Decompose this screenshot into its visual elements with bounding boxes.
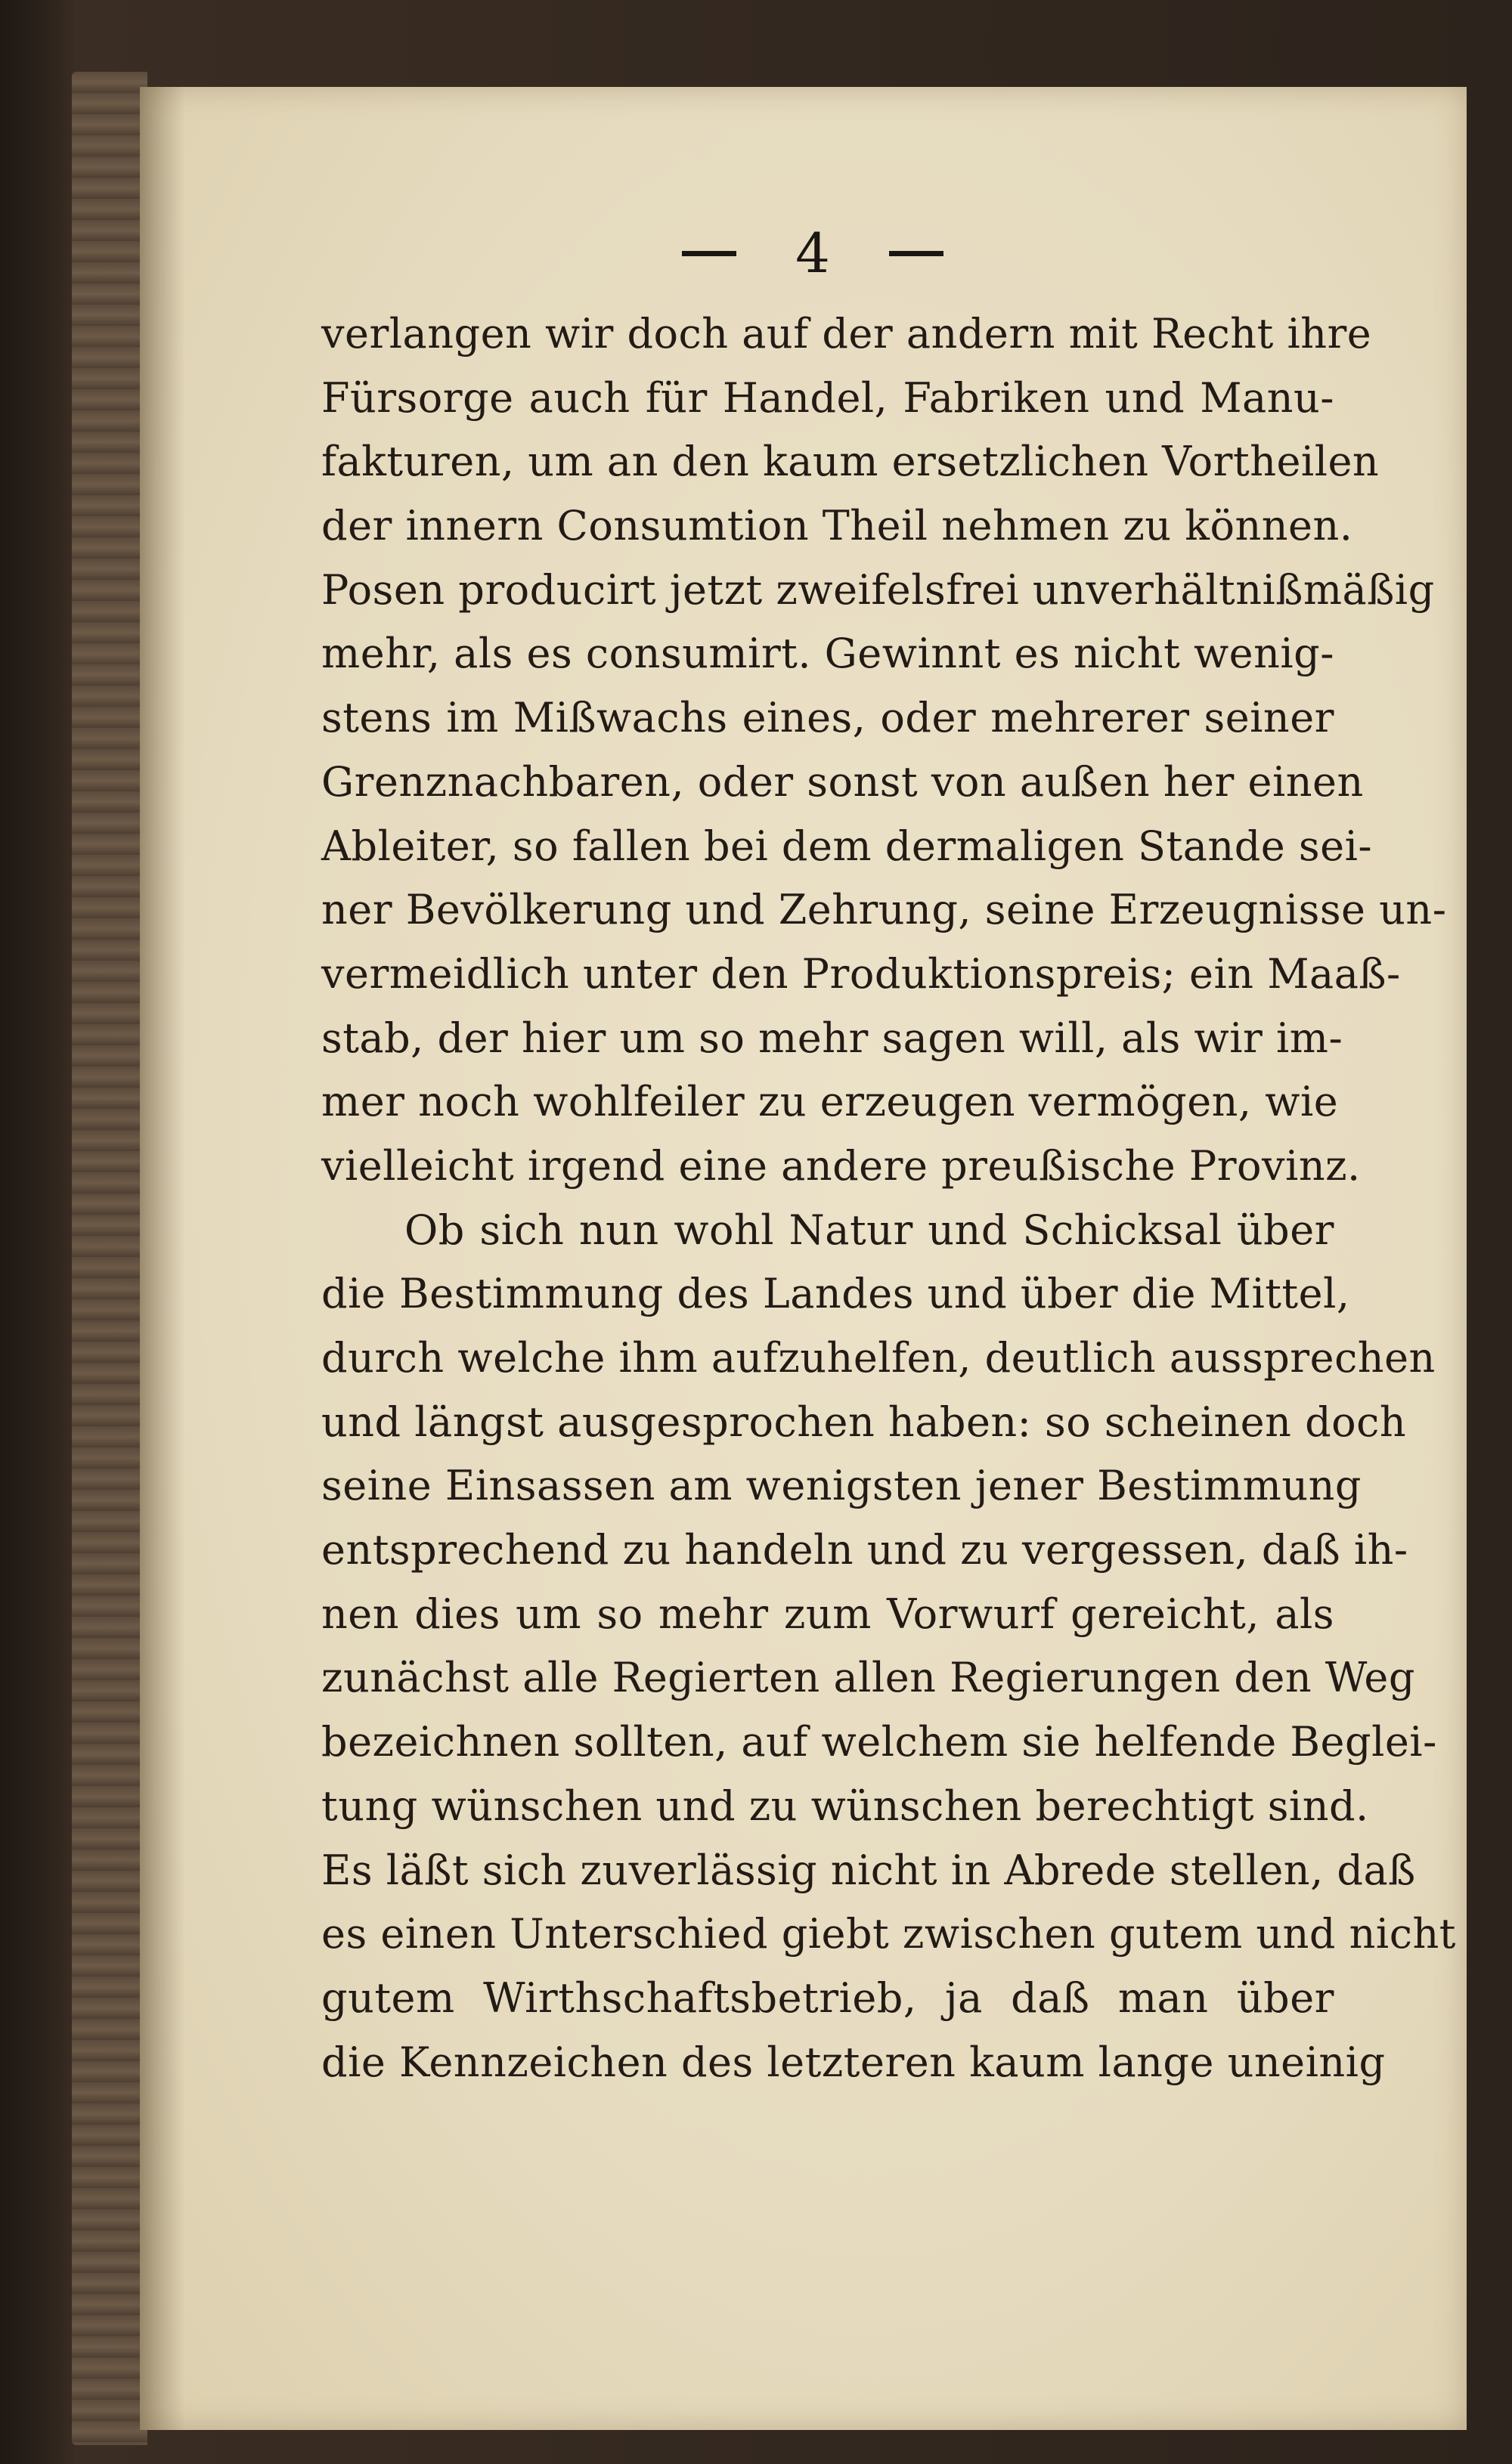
book-cover-edge (72, 72, 147, 2445)
text-line: und längst ausgesprochen haben: so scheinen doch (321, 1398, 1407, 1446)
text-line: seine Einsassen am wenigsten jener Bestimmung (321, 1462, 1362, 1510)
text-line: vermeidlich unter den Produktionspreis; ein Maaß- (321, 949, 1401, 998)
page-gutter-shadow (140, 87, 185, 2430)
text-line: mehr, als es consumirt. Gewinnt es nicht wenig- (321, 630, 1334, 678)
text-line: die Kennzeichen des letzteren kaum lange uneinig (321, 2038, 1386, 2086)
text-line: gutem Wirthschaftsbetrieb, ja daß man über (321, 1973, 1334, 2022)
text-line: Es läßt sich zuverlässig nicht in Abrede stellen, daß (321, 1846, 1416, 1894)
text-line: die Bestimmung des Landes und über die Mittel, (321, 1270, 1350, 1318)
text-line: Ob sich nun wohl Natur und Schicksal über (404, 1206, 1334, 1254)
text-line: nen dies um so mehr zum Vorwurf gereicht, als (321, 1590, 1334, 1638)
text-line: es einen Unterschied giebt zwischen gutem und nicht (321, 1910, 1456, 1958)
text-line: bezeichnen sollten, auf welchem sie helfende Beglei- (321, 1718, 1437, 1766)
text-line: stens im Mißwachs eines, oder mehrerer seiner (321, 694, 1334, 742)
text-line: Ableiter, so fallen bei dem dermaligen Stande sei- (321, 822, 1373, 870)
text-line: fakturen, um an den kaum ersetzlichen Vortheilen (321, 438, 1380, 486)
left-dash-ornament (682, 251, 736, 256)
text-line: Posen producirt jetzt zweifelsfrei unverhältnißmäßig (321, 565, 1435, 614)
text-line: stab, der hier um so mehr sagen will, als wir im- (321, 1014, 1343, 1062)
text-line: mer noch wohlfeiler zu erzeugen vermögen, wie (321, 1078, 1339, 1126)
text-line: entsprechend zu handeln und zu vergessen, daß ih- (321, 1526, 1408, 1574)
page-header (650, 219, 975, 287)
text-line: tung wünschen und zu wünschen berechtigt sind. (321, 1781, 1369, 1830)
text-line: Grenznachbaren, oder sonst von außen her einen (321, 757, 1364, 806)
text-line: vielleicht irgend eine andere preußische Provinz. (321, 1141, 1361, 1190)
text-line: der innern Consumtion Theil nehmen zu können. (321, 502, 1353, 550)
right-dash-ornament (889, 251, 943, 256)
text-line: verlangen wir doch auf der andern mit Recht ihre (321, 310, 1372, 358)
text-line: durch welche ihm aufzuhelfen, deutlich aussprechen (321, 1334, 1436, 1382)
text-line: zunächst alle Regierten allen Regierungen den Weg (321, 1654, 1415, 1702)
text-line: Fürsorge auch für Handel, Fabriken und Manu- (321, 373, 1334, 422)
text-line: ner Bevölkerung und Zehrung, seine Erzeugnisse un- (321, 886, 1447, 934)
page-number: 4 (795, 221, 830, 285)
body-text (321, 302, 1456, 2094)
